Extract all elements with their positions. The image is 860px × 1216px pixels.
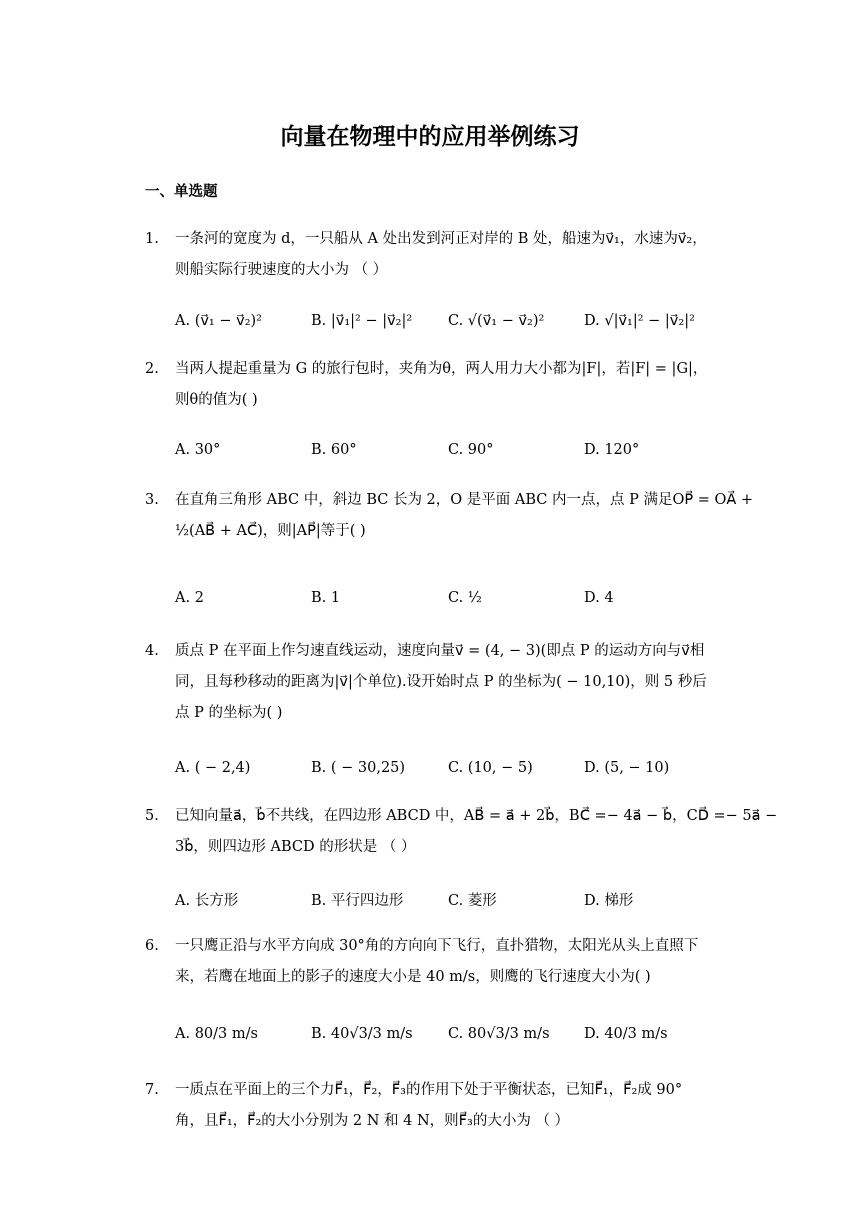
question-line: 当两人提起重量为 G 的旅行包时，夹角为θ，两人用力大小都为|F|，若|F| = |G|， <box>175 361 708 377</box>
option-d: D. 梯形 <box>584 893 634 909</box>
option-d: D. 4 <box>584 590 614 606</box>
question-line: 则船实际行驶速度的大小为 （ ） <box>175 262 388 278</box>
option-c: C. 80√3/3 m/s <box>448 1026 550 1042</box>
question-line: 则θ的值为( ) <box>175 392 258 408</box>
option-a: A. ( − 2,4) <box>175 760 251 776</box>
question-number: 3. <box>145 492 159 508</box>
question-number: 1. <box>145 231 159 247</box>
option-b: B. 40√3/3 m/s <box>311 1026 413 1042</box>
option-c: C. (10, − 5) <box>448 760 533 776</box>
option-b: B. |v⃗₁|² − |v⃗₂|² <box>311 313 413 329</box>
option-a: A. 2 <box>175 590 204 606</box>
option-c: C. 菱形 <box>448 893 497 909</box>
question-line: 3b⃗，则四边形 ABCD 的形状是 （ ） <box>175 839 416 855</box>
question-line: 来，若鹰在地面上的影子的速度大小是 40 m/s，则鹰的飞行速度大小为( ) <box>175 969 651 985</box>
options-2 <box>0 442 860 470</box>
option-d: D. (5, − 10) <box>584 760 670 776</box>
options-1 <box>0 313 860 341</box>
option-b: B. 1 <box>311 590 341 606</box>
section-heading: 一、单选题 <box>145 184 218 200</box>
question-line: 一只鹰正沿与水平方向成 30°角的方向向下飞行，直扑猎物，太阳光从头上直照下 <box>175 938 699 954</box>
option-b: B. 平行四边形 <box>311 893 404 909</box>
question-line: 角，且F⃗₁，F⃗₂的大小分别为 2 N 和 4 N，则F⃗₃的大小为 （ ） <box>175 1113 570 1129</box>
option-d: D. 40/3 m/s <box>584 1026 668 1042</box>
page-title: 向量在物理中的应用举例练习 <box>280 124 580 150</box>
question-line: 同，且每秒移动的距离为|v⃗|个单位).设开始时点 P 的坐标为( − 10,10)，则 5 秒后 <box>175 674 707 690</box>
option-c: C. ½ <box>448 590 482 606</box>
option-c: C. √(v⃗₁ − v⃗₂)² <box>448 313 545 329</box>
question-line: 在直角三角形 ABC 中，斜边 BC 长为 2，O 是平面 ABC 内一点，点 P 满足OP⃗ = OA⃗ + <box>175 492 754 508</box>
question-number: 2. <box>145 361 159 377</box>
option-b: B. ( − 30,25) <box>311 760 406 776</box>
options-5 <box>0 889 860 917</box>
option-d: D. √|v⃗₁|² − |v⃗₂|² <box>584 313 695 329</box>
option-b: B. 60° <box>311 442 357 458</box>
option-a: A. 30° <box>175 442 221 458</box>
question-line: 已知向量a⃗，b⃗不共线，在四边形 ABCD 中，AB⃗ = a⃗ + 2b⃗，BC⃗ =− 4a⃗ − b⃗，CD⃗ =− 5a⃗ − <box>175 808 778 824</box>
question-number: 7. <box>145 1082 159 1098</box>
option-a: A. (v⃗₁ − v⃗₂)² <box>175 313 262 329</box>
options-3 <box>0 590 860 618</box>
option-a: A. 80/3 m/s <box>175 1026 258 1042</box>
question-line: 质点 P 在平面上作匀速直线运动，速度向量v⃗ = (4, − 3)(即点 P 的运动方向与v⃗相 <box>175 643 705 659</box>
question-line: 一质点在平面上的三个力F⃗₁，F⃗₂，F⃗₃的作用下处于平衡状态，已知F⃗₁，F⃗₂成 90° <box>175 1082 683 1098</box>
option-a: A. 长方形 <box>175 893 239 909</box>
option-c: C. 90° <box>448 442 494 458</box>
question-number: 6. <box>145 938 159 954</box>
question-line: ½(AB⃗ + AC⃗)，则|AP⃗|等于( ) <box>175 523 366 539</box>
question-line: 一条河的宽度为 d，一只船从 A 处出发到河正对岸的 B 处，船速为v⃗₁，水速为v⃗₂， <box>175 231 707 247</box>
question-number: 5. <box>145 808 159 824</box>
options-6 <box>0 1026 860 1054</box>
option-d: D. 120° <box>584 442 640 458</box>
question-line: 点 P 的坐标为( ) <box>175 705 283 721</box>
options-4 <box>0 760 860 788</box>
question-number: 4. <box>145 643 159 659</box>
